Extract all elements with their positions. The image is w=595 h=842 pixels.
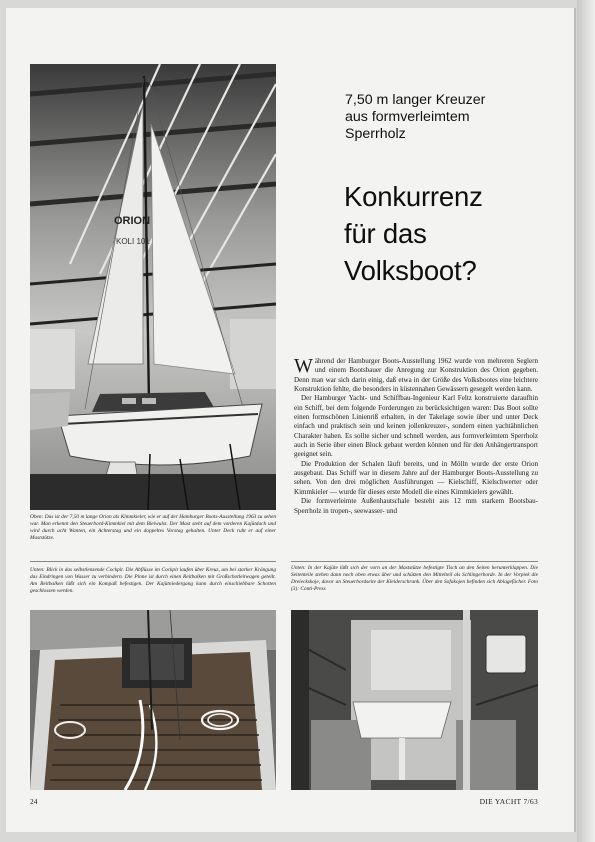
kicker-line: 7,50 m langer Kreuzer [345, 92, 486, 108]
article-body [294, 357, 538, 516]
page-binding-edge [577, 0, 595, 842]
body-paragraph: Der Hamburger Yacht- und Schiffbau-Ingenieur Karl Feltz konstruierte daraufhin ein Schiff, bei dem folgende Forderungen zu berücksichtigen waren: Das Boot sollte einen formschönen Linienriß erhalten, in der Takelage sowie über und unter Deck einfach und praktisch sein und keinen jollenkreuzer-, sondern einen yachtähnlichen Charakter haben. Es sollte sicher und schnell werden, aus formverleimtem Sperrholz auch in Serie über einen Block gebaut werden können und für den Anhängertransport geeignet sein. [294, 394, 538, 459]
headline-line: für das [344, 218, 427, 249]
body-paragraph [294, 357, 538, 394]
body-paragraph: Die formverleimte Außenhautschale besteht aus 12 mm starkem Bootsbau-Sperrholz in tropen-, seewasser- und [294, 497, 538, 515]
paragraph-text: ährend der Hamburger Boots-Ausstellung 1962 wurde von mehreren Seglern und einem Bootsbauer die Anregung zur Konstruktion des Orion gegeben. Denn man war sich darin einig, daß etwa in der Größe des Volksbootes eine leichtere Konstruktion fehlte, die besonders in küstennahen Gewässern gesegelt werden kann. [294, 357, 538, 394]
caption-cabin-photo [291, 565, 538, 594]
caption-cockpit-photo: Unten: Blick in das selbstlenzende Cockpit. Die Abflüsse im Cockpit laufen über Kreuz, um bei starker Krängung das Eindringen von Wasser zu verhindern. Die Pinne ist durch einen Reitbalken mit Großschotleitwagen geteilt. Am Reitbalken läßt sich ein Kompaß befestigen. Der Kajütniedergang kann durch einschiebbare Schotten geschlossen werden. [30, 567, 276, 595]
caption-divider [291, 561, 538, 562]
photo-credit: Foto (3): Conti-Press [291, 579, 538, 593]
kicker-line: aus formverleimtem [345, 109, 470, 125]
page-number: 24 [30, 797, 38, 806]
article-headline [344, 178, 564, 289]
headline-line: Konkurrenz [344, 181, 483, 212]
sail-letters: ORION [114, 215, 151, 227]
photo-self-draining-cockpit [30, 610, 276, 790]
body-paragraph: Die Produktion der Schalen läuft bereits, und in Mölln wurde der erste Orion ausgebaut. Das Schiff war in diesem Jahre auf der Hamburger Boots-Ausstellung zu sehen. Von den drei möglichen Ausführungen — Kielschiff, Kielschwerter oder Kimmkieler — wurde für dieses erste Modell die eines Kimmkielers gewählt. [294, 459, 538, 496]
photo-cabin-interior [291, 610, 538, 790]
headline-line: Volksboot? [344, 255, 477, 286]
photo-orion-in-exhibition-hall [30, 64, 276, 510]
caption-divider [30, 561, 276, 562]
article-kicker [345, 92, 545, 143]
caption-main-photo: Oben: Das ist der 7,50 m lange Orion als Kimmkieler, wie er auf der Hamburger Boots-Ausstellung 1963 zu sehen war. Man erkennt den Steuerbord-Kimmkiel mit dem Bleiwulst. Der Mast steht auf dem vorderen Kajütdach und wird durch acht Wanten, ein Achterstag und ein doppeltes Vorstag gehalten. Unter Deck ruht er auf einer Maststütze. [30, 514, 276, 542]
sail-number: KOLI 101 [116, 237, 150, 246]
magazine-issue: DIE YACHT 7/63 [479, 797, 538, 806]
drop-cap: W [294, 355, 313, 377]
caption-text: Unten: In der Kajüte läßt sich der vorn an der Maststütze befestigte Tisch an den Seiten herunterklappen. Die Seitenteile stehen dann noch oben etwas über und schützen den Mittelteil als Schlingerborde. In der Vorpiek die Dreieckskoje, davor an Steuerbordseite der Kleiderschrank. Über den Sofakojen befinden sich Ablagefächer. [291, 565, 538, 586]
kicker-line: Sperrholz [345, 126, 406, 142]
